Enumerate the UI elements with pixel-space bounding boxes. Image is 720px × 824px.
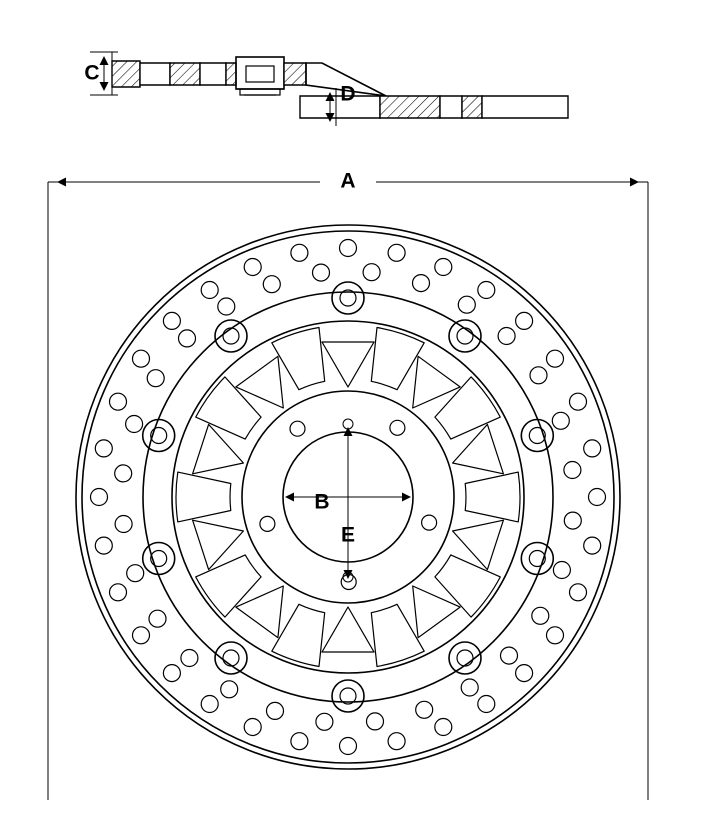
- hub-bolt-hole: [390, 420, 405, 435]
- drill-hole: [570, 393, 587, 410]
- drill-hole: [564, 512, 581, 529]
- spoke-cutout: [176, 472, 231, 522]
- float-button: [143, 543, 175, 575]
- drill-hole: [95, 440, 112, 457]
- drill-hole: [133, 350, 150, 367]
- drill-hole: [564, 462, 581, 479]
- float-button-hole: [457, 650, 473, 666]
- drill-hole: [149, 610, 166, 627]
- drill-hole: [181, 650, 198, 667]
- drill-hole: [435, 259, 452, 276]
- spoke-cutout: [371, 604, 424, 666]
- drill-hole: [367, 713, 384, 730]
- hub-bolt-hole: [422, 515, 437, 530]
- drill-hole: [416, 701, 433, 718]
- carrier-window: [322, 607, 374, 652]
- drill-hole: [291, 733, 308, 750]
- float-button-hole: [223, 328, 239, 344]
- spoke-cutout: [272, 328, 325, 390]
- drill-hole: [267, 702, 284, 719]
- drill-hole: [363, 264, 380, 281]
- drill-hole: [244, 719, 261, 736]
- carrier-window: [236, 356, 283, 408]
- drill-hole: [179, 330, 196, 347]
- dimension-label-b: B: [314, 490, 330, 514]
- front-view: [48, 170, 648, 800]
- drill-hole: [201, 696, 218, 713]
- drill-hole: [589, 489, 606, 506]
- dimension-label-e: E: [340, 523, 356, 547]
- drill-hole: [218, 298, 235, 315]
- drill-hole: [501, 647, 518, 664]
- drill-hole: [313, 264, 330, 281]
- drill-hole: [316, 713, 333, 730]
- drill-hole: [110, 393, 127, 410]
- carrier-window: [193, 424, 244, 473]
- float-button-hole: [223, 650, 239, 666]
- hub-bolt-hole: [290, 421, 305, 436]
- drill-hole: [547, 350, 564, 367]
- carrier-window: [322, 342, 374, 387]
- drill-hole: [133, 627, 150, 644]
- drill-hole: [110, 584, 127, 601]
- drill-hole: [435, 719, 452, 736]
- spoke-cutout: [465, 472, 520, 522]
- cross-section-view: [84, 52, 568, 126]
- drill-hole: [547, 627, 564, 644]
- section-upper-body: [112, 61, 236, 87]
- drill-hole: [498, 328, 515, 345]
- dimension-label-a: A: [340, 169, 356, 193]
- carrier-window: [413, 356, 460, 408]
- drill-hole: [478, 282, 495, 299]
- float-button: [449, 642, 481, 674]
- float-button: [332, 282, 364, 314]
- spoke-cutout: [371, 328, 424, 390]
- drill-hole: [163, 665, 180, 682]
- drill-hole: [413, 275, 430, 292]
- drill-hole: [291, 244, 308, 261]
- drill-hole: [388, 733, 405, 750]
- float-button: [215, 642, 247, 674]
- drill-hole: [126, 416, 143, 433]
- hub-bolt-hole: [260, 516, 275, 531]
- drill-hole: [458, 296, 475, 313]
- drill-hole: [95, 537, 112, 554]
- drill-hole: [552, 412, 569, 429]
- section-hub-boss: [236, 57, 284, 95]
- float-button: [449, 320, 481, 352]
- drill-hole: [147, 370, 164, 387]
- carrier-window: [413, 586, 460, 638]
- float-button: [521, 543, 553, 575]
- drill-hole: [201, 282, 218, 299]
- drill-hole: [115, 465, 132, 482]
- drill-hole: [388, 244, 405, 261]
- float-button: [521, 420, 553, 452]
- carrier-window: [453, 520, 504, 569]
- spoke-cutout: [272, 604, 325, 666]
- drill-hole: [127, 565, 144, 582]
- drill-hole: [115, 516, 132, 533]
- drill-hole: [340, 240, 357, 257]
- drill-hole: [244, 259, 261, 276]
- drill-hole: [553, 562, 570, 579]
- drill-hole: [263, 276, 280, 293]
- dimension-label-d: D: [340, 82, 356, 106]
- drill-hole: [532, 607, 549, 624]
- dimension-label-c: C: [84, 61, 100, 85]
- carrier-window: [236, 586, 283, 638]
- drill-hole: [584, 537, 601, 554]
- carrier-window: [453, 424, 504, 473]
- drill-hole: [530, 367, 547, 384]
- dimension-e: [341, 419, 355, 582]
- float-button: [215, 320, 247, 352]
- drill-hole: [221, 681, 238, 698]
- float-button-hole: [457, 328, 473, 344]
- drill-hole: [570, 584, 587, 601]
- spoke-cutout: [435, 377, 500, 439]
- spoke-cutout: [196, 377, 261, 439]
- drill-hole: [516, 312, 533, 329]
- spoke-cutout: [196, 555, 261, 617]
- drill-hole: [340, 738, 357, 755]
- drill-hole: [516, 665, 533, 682]
- drill-hole: [91, 489, 108, 506]
- float-button: [332, 680, 364, 712]
- float-button: [143, 420, 175, 452]
- drill-hole: [163, 312, 180, 329]
- spoke-cutout: [435, 555, 500, 617]
- drill-hole: [478, 696, 495, 713]
- drill-hole: [461, 679, 478, 696]
- drill-hole: [584, 440, 601, 457]
- carrier-window: [193, 520, 244, 569]
